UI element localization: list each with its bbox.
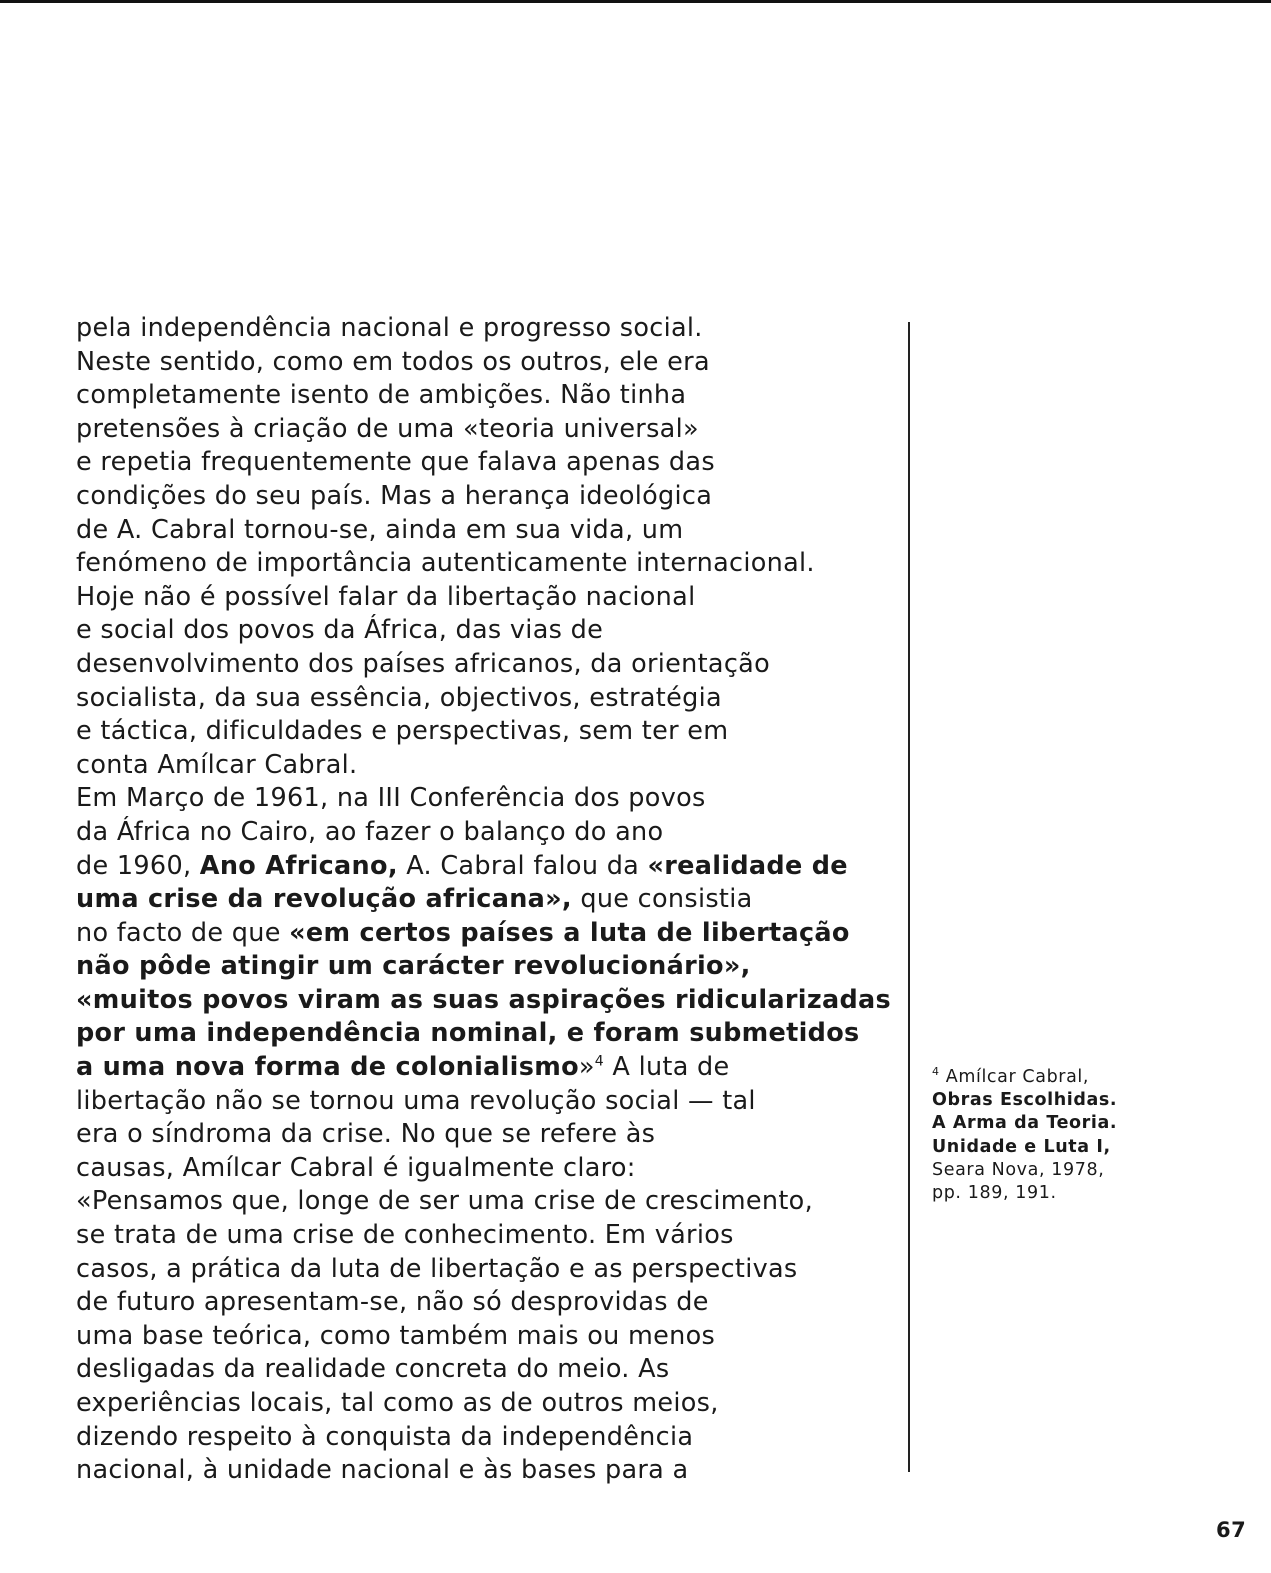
text-segment: causas, Amílcar Cabral é igualmente claro: — [76, 1152, 636, 1183]
footnote — [932, 1066, 1262, 1205]
text-segment: de 1960, — [76, 850, 200, 881]
text-segment: dizendo respeito à conquista da independência — [76, 1421, 694, 1452]
footnote-text: Amílcar Cabral, — [945, 1067, 1090, 1087]
text-segment: pretensões à criação de uma «teoria universal» — [76, 413, 699, 444]
text-segment: fenómeno de importância autenticamente internacional. — [76, 548, 815, 579]
text-line — [76, 850, 916, 884]
text-line — [76, 614, 916, 648]
text-line — [76, 446, 916, 480]
text-segment: conta Amílcar Cabral. — [76, 749, 358, 780]
text-segment: socialista, da sua essência, objectivos, estratégia — [76, 682, 722, 713]
text-line — [76, 547, 916, 581]
text-segment: «realidade de — [647, 850, 848, 881]
footnote-line — [932, 1159, 1262, 1182]
text-segment: e repetia frequentemente que falava apenas das — [76, 447, 715, 478]
text-line — [76, 1219, 916, 1253]
text-line — [76, 413, 916, 447]
text-line — [76, 984, 916, 1018]
text-segment: de futuro apresentam-se, não só desprovidas de — [76, 1287, 709, 1318]
footnote-line — [932, 1066, 1262, 1089]
text-line — [76, 1118, 916, 1152]
text-line — [76, 1152, 916, 1186]
text-segment: pela independência nacional e progresso social. — [76, 313, 703, 343]
text-segment: nacional, à unidade nacional e às bases para a — [76, 1455, 689, 1486]
text-segment: «em certos países a luta de libertação — [289, 917, 850, 948]
footnote-line — [932, 1182, 1262, 1205]
footnote-text: A Arma da Teoria. — [932, 1113, 1118, 1134]
text-line — [76, 1421, 916, 1455]
text-segment: desligadas da realidade concreta do meio. As — [76, 1354, 670, 1385]
text-segment: casos, a prática da luta de libertação e as perspectivas — [76, 1253, 798, 1284]
text-line — [76, 1253, 916, 1287]
text-segment: e social dos povos da África, das vias de — [76, 615, 604, 646]
text-line — [76, 1185, 916, 1219]
footnote-reference: 4 — [594, 1053, 605, 1070]
text-line — [76, 917, 916, 951]
footnote-text: Seara Nova, 1978, — [932, 1159, 1105, 1180]
text-line — [76, 312, 916, 346]
text-segment: no facto de que — [76, 917, 290, 948]
text-segment: e táctica, dificuldades e perspectivas, sem ter em — [76, 716, 729, 747]
text-segment: não pôde atingir um carácter revolucionário», — [76, 951, 751, 982]
text-line — [76, 1454, 916, 1488]
text-segment: a uma nova forma de colonialismo — [76, 1052, 579, 1083]
text-line — [76, 514, 916, 548]
text-segment: que consistia — [571, 884, 753, 915]
text-segment: era o síndroma da crise. No que se refere às — [76, 1119, 656, 1150]
text-segment: condições do seu país. Mas a herança ideológica — [76, 480, 713, 511]
text-segment: por uma independência nominal, e foram submetidos — [76, 1018, 860, 1049]
footnote-text: Unidade e Luta I, — [932, 1136, 1111, 1157]
footnote-line — [932, 1112, 1262, 1135]
text-line — [76, 581, 916, 615]
text-line — [76, 1051, 916, 1085]
text-segment: Hoje não é possível falar da libertação nacional — [76, 581, 696, 612]
top-rule — [0, 0, 1271, 3]
text-segment: Neste sentido, como em todos os outros, ele era — [76, 346, 710, 377]
text-line — [76, 682, 916, 716]
footnote-line — [932, 1136, 1262, 1159]
text-line — [76, 816, 916, 850]
text-segment: Ano Africano, — [199, 850, 398, 881]
page-number: 67 — [1216, 1518, 1247, 1542]
footnote-line — [932, 1089, 1262, 1112]
text-line — [76, 782, 916, 816]
text-line — [76, 715, 916, 749]
text-segment: libertação não se tornou uma revolução social — tal — [76, 1085, 756, 1116]
footnote-number: 4 — [932, 1065, 940, 1079]
text-line — [76, 749, 916, 783]
text-segment: desenvolvimento dos países africanos, da orientação — [76, 648, 770, 679]
text-line — [76, 1286, 916, 1320]
text-line — [76, 346, 916, 380]
text-line — [76, 648, 916, 682]
text-line — [76, 950, 916, 984]
text-segment: da África no Cairo, ao fazer o balanço do ano — [76, 816, 664, 847]
text-segment: A. Cabral falou da — [397, 850, 648, 881]
text-segment: uma crise da revolução africana», — [76, 884, 572, 915]
text-segment: completamente isento de ambições. Não tinha — [76, 380, 687, 411]
text-line — [76, 1353, 916, 1387]
text-line — [76, 1387, 916, 1421]
text-line — [76, 1017, 916, 1051]
text-segment: uma base teórica, como também mais ou menos — [76, 1320, 716, 1351]
text-segment: experiências locais, tal como as de outros meios, — [76, 1388, 719, 1418]
body-text — [76, 312, 916, 1488]
footnote-text: pp. 189, 191. — [932, 1183, 1057, 1204]
text-line — [76, 1320, 916, 1354]
text-segment: se trata de uma crise de conhecimento. Em vários — [76, 1220, 734, 1251]
text-segment: de A. Cabral tornou-se, ainda em sua vida, um — [76, 514, 684, 545]
column-rule — [908, 322, 910, 1472]
text-line — [76, 480, 916, 514]
text-segment: «Pensamos que, longe de ser uma crise de crescimento, — [76, 1186, 813, 1217]
text-segment: » — [578, 1052, 595, 1083]
text-line — [76, 379, 916, 413]
text-line — [76, 1085, 916, 1119]
footnote-text: Obras Escolhidas. — [932, 1090, 1118, 1111]
text-segment: Em Março de 1961, na III Conferência dos povos — [76, 783, 706, 814]
text-line — [76, 883, 916, 917]
text-segment: A luta de — [604, 1052, 730, 1083]
text-segment: «muitos povos viram as suas aspirações ridicularizadas — [76, 984, 892, 1015]
